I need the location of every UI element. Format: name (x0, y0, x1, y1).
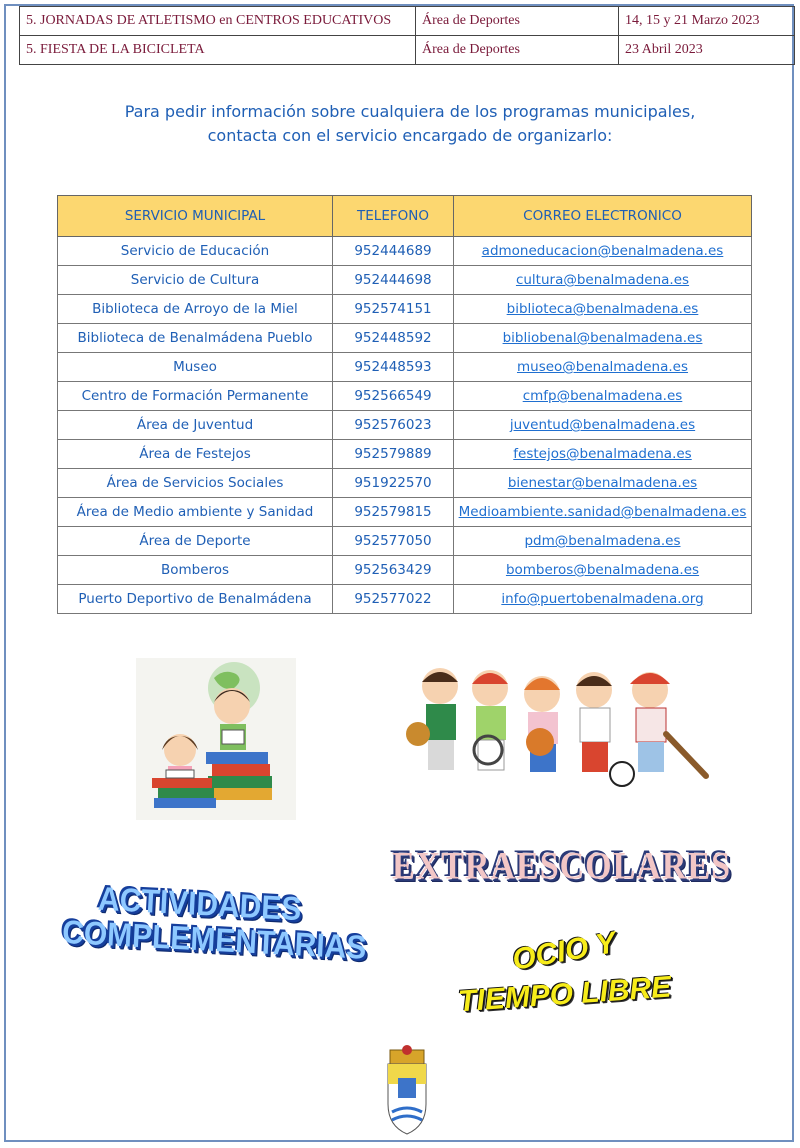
service-name: Área de Juventud (58, 411, 333, 440)
wordart-complementarias: COMPLEMENTARIAS (61, 914, 368, 967)
header-telefono: TELEFONO (333, 196, 454, 237)
service-name: Biblioteca de Benalmádena Pueblo (58, 324, 333, 353)
kids-reading-illustration (136, 658, 296, 820)
service-name: Servicio de Cultura (58, 266, 333, 295)
service-row (58, 585, 752, 614)
service-row (58, 498, 752, 527)
service-name: Área de Deporte (58, 527, 333, 556)
service-phone: 952448593 (333, 353, 454, 382)
intro-line-2: contacta con el servicio encargado de organizarlo: (207, 126, 613, 145)
service-phone: 952566549 (333, 382, 454, 411)
service-row (58, 295, 752, 324)
service-phone: 951922570 (333, 469, 454, 498)
service-email-link[interactable]: bienestar@benalmadena.es (454, 469, 752, 498)
header-correo: CORREO ELECTRONICO (454, 196, 752, 237)
service-email-link[interactable]: juventud@benalmadena.es (454, 411, 752, 440)
service-email-link[interactable]: pdm@benalmadena.es (454, 527, 752, 556)
service-phone: 952444698 (333, 266, 454, 295)
service-name: Área de Festejos (58, 440, 333, 469)
event-area: Área de Deportes (416, 36, 619, 65)
event-date: 23 Abril 2023 (619, 36, 795, 65)
service-email-link[interactable]: biblioteca@benalmadena.es (454, 295, 752, 324)
service-email-link[interactable]: cmfp@benalmadena.es (454, 382, 752, 411)
wordart-extraescolares: EXTRAESCOLARES (392, 845, 731, 888)
service-phone: 952579889 (333, 440, 454, 469)
event-row (20, 36, 795, 65)
service-phone: 952563429 (333, 556, 454, 585)
event-name: 5. FIESTA DE LA BICICLETA (20, 36, 416, 65)
service-phone: 952448592 (333, 324, 454, 353)
event-date: 14, 15 y 21 Marzo 2023 (619, 7, 795, 36)
service-name: Bomberos (58, 556, 333, 585)
service-name: Museo (58, 353, 333, 382)
service-row (58, 527, 752, 556)
service-name: Puerto Deportivo de Benalmádena (58, 585, 333, 614)
services-table (57, 195, 752, 614)
service-row (58, 237, 752, 266)
coat-of-arms-icon (380, 1044, 434, 1136)
intro-text (0, 100, 800, 148)
service-row (58, 324, 752, 353)
kids-sports-illustration (404, 664, 714, 792)
service-row (58, 353, 752, 382)
events-table (19, 6, 795, 65)
service-name: Biblioteca de Arroyo de la Miel (58, 295, 333, 324)
service-email-link[interactable]: bomberos@benalmadena.es (454, 556, 752, 585)
service-phone: 952574151 (333, 295, 454, 324)
service-row (58, 411, 752, 440)
service-row (58, 469, 752, 498)
event-area: Área de Deportes (416, 7, 619, 36)
service-name: Área de Servicios Sociales (58, 469, 333, 498)
event-row (20, 7, 795, 36)
service-row (58, 440, 752, 469)
service-row (58, 556, 752, 585)
service-email-link[interactable]: festejos@benalmadena.es (454, 440, 752, 469)
service-phone: 952579815 (333, 498, 454, 527)
service-email-link[interactable]: admoneducacion@benalmadena.es (454, 237, 752, 266)
wordart-ocio: OCIO Y (509, 926, 619, 977)
service-name: Área de Medio ambiente y Sanidad (58, 498, 333, 527)
service-row (58, 266, 752, 295)
service-row (58, 382, 752, 411)
service-name: Servicio de Educación (58, 237, 333, 266)
service-name: Centro de Formación Permanente (58, 382, 333, 411)
service-phone: 952444689 (333, 237, 454, 266)
services-header-row (58, 196, 752, 237)
wordart-actividades: ACTIVIDADES (97, 881, 303, 928)
header-servicio: SERVICIO MUNICIPAL (58, 196, 333, 237)
event-name: 5. JORNADAS DE ATLETISMO en CENTROS EDUCATIVOS (20, 7, 416, 36)
intro-line-1: Para pedir información sobre cualquiera de los programas municipales, (124, 102, 696, 121)
service-phone: 952576023 (333, 411, 454, 440)
service-phone: 952577022 (333, 585, 454, 614)
service-email-link[interactable]: museo@benalmadena.es (454, 353, 752, 382)
service-email-link[interactable]: Medioambiente.sanidad@benalmadena.es (454, 498, 752, 527)
wordart-tiempo-libre: TIEMPO LIBRE (457, 970, 673, 1019)
service-email-link[interactable]: info@puertobenalmadena.org (454, 585, 752, 614)
service-phone: 952577050 (333, 527, 454, 556)
service-email-link[interactable]: cultura@benalmadena.es (454, 266, 752, 295)
service-email-link[interactable]: bibliobenal@benalmadena.es (454, 324, 752, 353)
